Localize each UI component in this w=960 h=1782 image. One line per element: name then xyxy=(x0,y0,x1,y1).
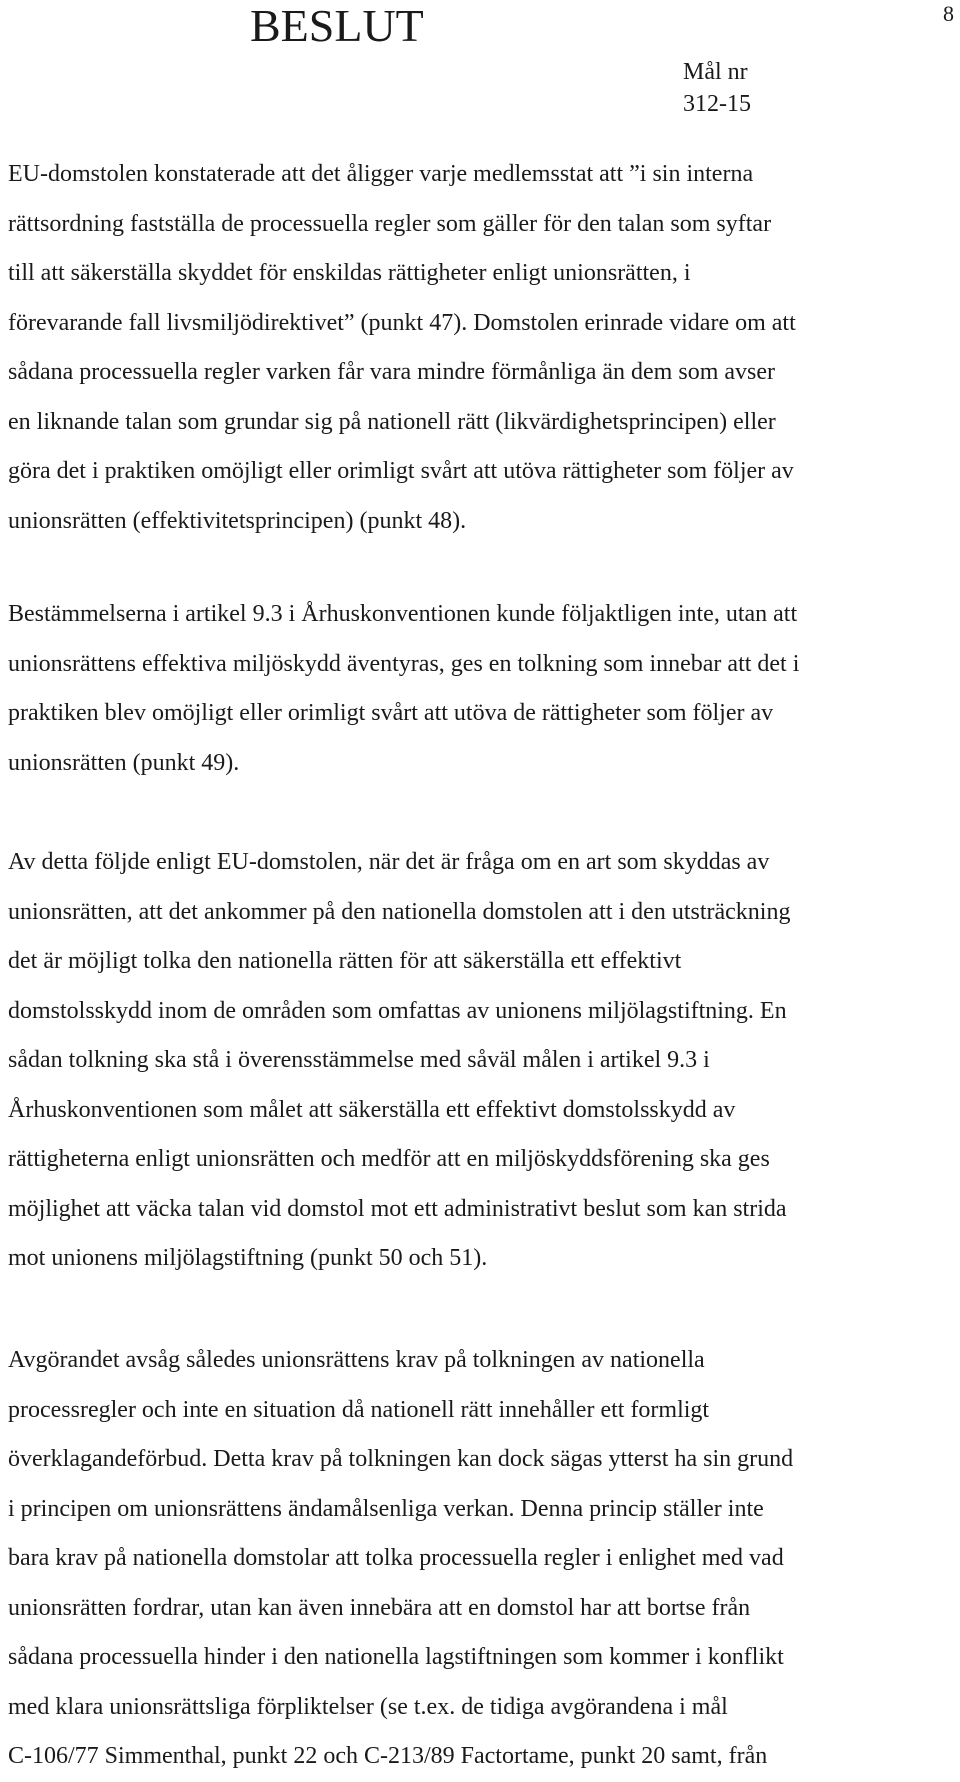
text-line: Århuskonventionen som målet att säkerställa ett effektivt domstolsskydd av xyxy=(8,1096,736,1123)
paragraph-1 xyxy=(8,150,956,546)
text-line: praktiken blev omöjligt eller orimligt svårt att utöva de rättigheter som följer av xyxy=(8,700,774,726)
text-line: i principen om unionsrättens ändamålsenliga verkan. Denna princip ställer inte xyxy=(8,1495,764,1522)
text-line: domstolsskydd inom de områden som omfattas av unionens miljölagstiftning. En xyxy=(8,997,787,1024)
text-line: med klara unionsrättsliga förpliktelser (se t.ex. de tidiga avgörandena i mål xyxy=(8,1693,728,1720)
paragraph-2 xyxy=(8,590,956,788)
text-line: sådana processuella regler varken får vara mindre förmånliga än dem som avser xyxy=(8,359,775,385)
text-line: processregler och inte en situation då nationell rätt innehåller ett formligt xyxy=(8,1396,710,1423)
text-line: Bestämmelserna i artikel 9.3 i Århuskonventionen kunde följaktligen inte, utan att xyxy=(8,601,798,627)
text-line: unionsrätten fordrar, utan kan även innebära att en domstol har att bortse från xyxy=(8,1594,751,1621)
text-line: till att säkerställa skyddet för enskildas rättigheter enligt unionsrätten, i xyxy=(8,260,691,286)
document-title: BESLUT xyxy=(250,0,424,51)
text-line: förevarande fall livsmiljödirektivet” (punkt 47). Domstolen erinrade vidare om att xyxy=(8,309,796,336)
text-line: unionsrättens effektiva miljöskydd äventyras, ges en tolkning som innebar att det i xyxy=(8,650,800,677)
case-number: 312-15 xyxy=(683,91,751,117)
text-line: rättsordning fastställa de processuella regler som gäller för den talan som syftar xyxy=(8,210,772,237)
text-line: rättigheterna enligt unionsrätten och medför att en miljöskyddsförening ska ges xyxy=(8,1146,770,1172)
text-line: sådana processuella hinder i den nationella lagstiftningen som kommer i konflikt xyxy=(8,1644,784,1670)
text-line: en liknande talan som grundar sig på nationell rätt (likvärdighetsprincipen) eller xyxy=(8,408,776,435)
text-line: överklagandeförbud. Detta krav på tolkningen kan dock sägas ytterst ha sin grund xyxy=(8,1446,794,1472)
text-line: unionsrätten, att det ankommer på den nationella domstolen att i den utsträckning xyxy=(8,898,791,925)
text-line: EU-domstolen konstaterade att det åligger varje medlemsstat att ”i sin interna xyxy=(8,161,754,187)
text-line: unionsrätten (punkt 49). xyxy=(8,749,240,776)
case-label: Mål nr xyxy=(683,59,748,85)
page-number: 8 xyxy=(943,1,954,26)
text-line: det är möjligt tolka den nationella rätten för att säkerställa ett effektivt xyxy=(8,948,682,974)
text-line: C-106/77 Simmenthal, punkt 22 och C-213/89 Factortame, punkt 20 samt, från xyxy=(8,1743,768,1769)
text-line: mot unionens miljölagstiftning (punkt 50 och 51). xyxy=(8,1245,488,1271)
text-line: sådan tolkning ska stå i överensstämmelse med såväl målen i artikel 9.3 i xyxy=(8,1047,710,1073)
text-line: Av detta följde enligt EU-domstolen, när det är fråga om en art som skyddas av xyxy=(8,849,770,875)
text-line: unionsrätten (effektivitetsprincipen) (punkt 48). xyxy=(8,507,467,534)
text-line: Avgörandet avsåg således unionsrättens krav på tolkningen av nationella xyxy=(8,1347,705,1373)
paragraph-3 xyxy=(8,838,956,1284)
text-line: bara krav på nationella domstolar att tolka processuella regler i enlighet med vad xyxy=(8,1545,784,1571)
case-number-block xyxy=(683,56,751,120)
paragraph-4 xyxy=(8,1336,956,1782)
text-line: möjlighet att väcka talan vid domstol mot ett administrativt beslut som kan strida xyxy=(8,1195,787,1222)
text-line: göra det i praktiken omöjligt eller orimligt svårt att utöva rättigheter som följer av xyxy=(8,458,794,484)
